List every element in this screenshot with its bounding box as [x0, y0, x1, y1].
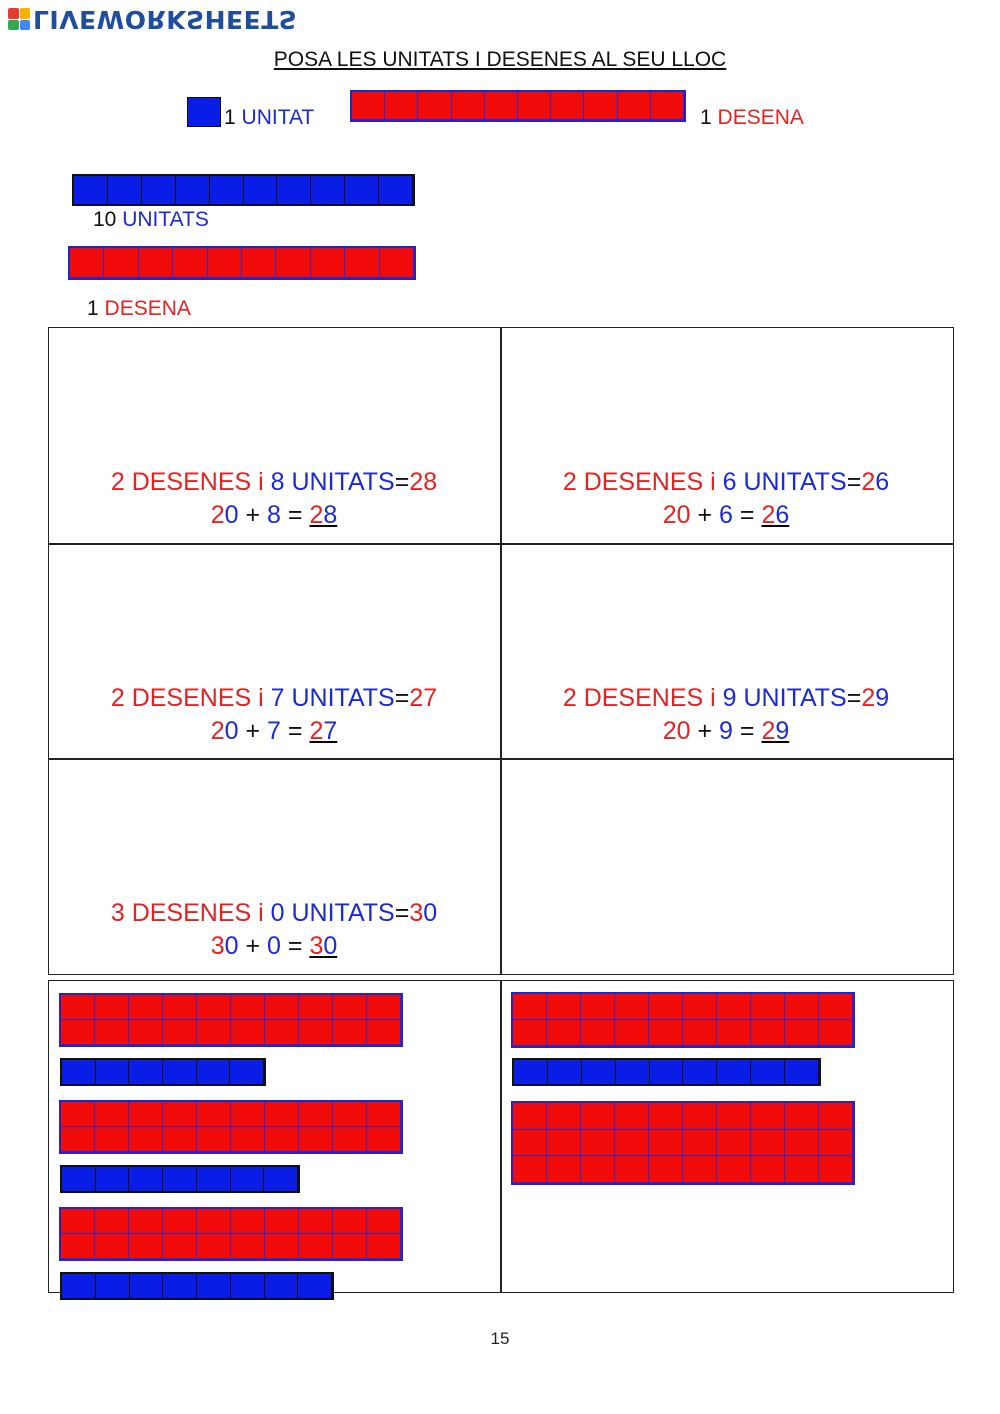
block-cell [683, 1060, 717, 1084]
block-cell [104, 248, 138, 278]
block-cell [785, 1103, 819, 1130]
block-cell [163, 1060, 197, 1084]
block-cell [547, 994, 581, 1020]
block-cell [163, 1167, 197, 1191]
block-cell [62, 1274, 96, 1298]
block-cell [108, 176, 142, 204]
logo-blocks-icon [8, 8, 30, 30]
tens-group [59, 1100, 403, 1154]
legend-ten-label: 1 DESENA [700, 106, 804, 129]
decomposition-text: 2 DESENES i 7 UNITATS=27 [110, 684, 438, 712]
logo-text: LIVEWORKSHEETS [33, 4, 298, 34]
answers-table [48, 327, 954, 975]
block-cell [367, 1127, 401, 1152]
block-cell [683, 1156, 717, 1183]
units-group [512, 1058, 821, 1086]
block-cell [649, 1020, 683, 1046]
answer-cell [49, 328, 499, 542]
block-cell [683, 1130, 717, 1157]
block-cell [548, 1060, 582, 1084]
block-cell [299, 995, 333, 1020]
block-cell [96, 1060, 130, 1084]
block-cell [649, 1130, 683, 1157]
block-cell [717, 1060, 751, 1084]
block-cell [311, 248, 345, 278]
block-cell [231, 1127, 265, 1152]
block-cell [547, 1130, 581, 1157]
block-cell [210, 176, 244, 204]
block-cell [367, 1209, 401, 1234]
block-cell [649, 1156, 683, 1183]
block-cell [197, 995, 231, 1020]
tens-group [59, 993, 403, 1047]
addition-text: 20 + 6 = 26 [662, 501, 790, 529]
block-cell [265, 1020, 299, 1045]
block-cell [265, 1234, 299, 1259]
block-cell [485, 92, 518, 120]
tens-group [59, 1207, 403, 1261]
units-group [60, 1272, 334, 1300]
block-cell [333, 995, 367, 1020]
page-number: 15 [490, 1329, 510, 1348]
block-cell [819, 1103, 853, 1130]
block-cell [751, 994, 785, 1020]
legend-unit-label: 1 UNITAT [224, 106, 315, 129]
block-cell [265, 1209, 299, 1234]
block-cell [649, 994, 683, 1020]
block-cell [163, 1209, 197, 1234]
block-cell [197, 1127, 231, 1152]
ten-rod-icon [350, 90, 686, 122]
block-cell [785, 1020, 819, 1046]
block-cell [616, 1060, 650, 1084]
block-cell [197, 1234, 231, 1259]
block-cell [333, 1209, 367, 1234]
block-cell [518, 92, 551, 120]
block-cell [650, 1060, 684, 1084]
block-cell [581, 1103, 615, 1130]
block-cell [96, 1167, 130, 1191]
block-cell [231, 1020, 265, 1045]
block-cell [683, 1020, 717, 1046]
units-group [60, 1165, 300, 1193]
block-cell [129, 1209, 163, 1234]
block-cell [299, 1020, 333, 1045]
block-cell [96, 1274, 130, 1298]
block-cell [129, 1234, 163, 1259]
block-cell [163, 995, 197, 1020]
block-cell [581, 1020, 615, 1046]
block-cell [231, 1102, 265, 1127]
block-cell [615, 1130, 649, 1157]
block-cell [299, 1127, 333, 1152]
block-cell [615, 994, 649, 1020]
block-cell [163, 1020, 197, 1045]
block-cell [785, 1060, 819, 1084]
page-title: POSA LES UNITATS I DESENES AL SEU LLOC [273, 48, 727, 71]
block-cell [367, 995, 401, 1020]
addition-text: 20 + 7 = 27 [210, 717, 338, 745]
block-cell [61, 1127, 95, 1152]
block-cell [62, 1167, 96, 1191]
block-cell [333, 1102, 367, 1127]
answer-cell [501, 328, 951, 542]
block-cell [379, 176, 413, 204]
block-cell [547, 1020, 581, 1046]
block-cell [163, 1127, 197, 1152]
block-cell [197, 1060, 231, 1084]
answer-cell [501, 544, 951, 758]
block-cell [819, 1020, 853, 1046]
one-ten-rod [68, 246, 416, 280]
block-cell [615, 1020, 649, 1046]
block-cell [751, 1060, 785, 1084]
block-cell [231, 995, 265, 1020]
block-cell [547, 1156, 581, 1183]
block-cell [95, 1020, 129, 1045]
block-cell [231, 1274, 265, 1298]
block-cell [311, 176, 345, 204]
decomposition-text: 2 DESENES i 6 UNITATS=26 [562, 468, 890, 496]
block-cell [299, 1234, 333, 1259]
block-cell [618, 92, 651, 120]
block-cell [265, 995, 299, 1020]
block-cell [513, 1103, 547, 1130]
block-cell [547, 1103, 581, 1130]
block-cell [61, 1102, 95, 1127]
block-cell [819, 994, 853, 1020]
block-cell [61, 995, 95, 1020]
block-cell [163, 1102, 197, 1127]
block-cell [208, 248, 242, 278]
decomposition-text: 2 DESENES i 9 UNITATS=29 [562, 684, 890, 712]
block-cell [95, 1102, 129, 1127]
block-cell [717, 994, 751, 1020]
block-cell [751, 1103, 785, 1130]
block-cell [367, 1234, 401, 1259]
units-group [60, 1058, 266, 1086]
block-cell [265, 1127, 299, 1152]
block-cell [129, 995, 163, 1020]
ten-units-rod [72, 174, 415, 206]
block-cell [333, 1020, 367, 1045]
block-cell [139, 248, 173, 278]
block-cell [751, 1020, 785, 1046]
one-ten-label: 1 DESENA [87, 297, 191, 320]
answer-cell [49, 759, 499, 973]
block-cell [231, 1209, 265, 1234]
block-cell [129, 1127, 163, 1152]
block-cell [819, 1130, 853, 1157]
block-cell [173, 248, 207, 278]
block-cell [513, 994, 547, 1020]
block-cell [385, 92, 418, 120]
block-cell [581, 994, 615, 1020]
block-cell [74, 176, 108, 204]
block-cell [197, 1020, 231, 1045]
decomposition-text: 3 DESENES i 0 UNITATS=30 [110, 899, 438, 927]
block-cell [751, 1130, 785, 1157]
block-cell [345, 176, 379, 204]
liveworksheets-logo [8, 4, 297, 34]
block-cell [298, 1274, 332, 1298]
unit-cube-icon [187, 97, 221, 127]
block-cell [352, 92, 385, 120]
block-cell [299, 1209, 333, 1234]
block-cell [197, 1102, 231, 1127]
block-cell [717, 1103, 751, 1130]
block-cell [649, 1103, 683, 1130]
answer-cell [49, 544, 499, 758]
block-cell [751, 1156, 785, 1183]
block-cell [95, 1234, 129, 1259]
block-cell [61, 1020, 95, 1045]
block-cell [513, 1156, 547, 1183]
block-cell [785, 1156, 819, 1183]
block-cell [333, 1234, 367, 1259]
block-cell [62, 1060, 96, 1084]
block-cell [582, 1060, 616, 1084]
block-cell [418, 92, 451, 120]
block-cell [551, 92, 584, 120]
block-cell [367, 1020, 401, 1045]
block-cell [345, 248, 379, 278]
block-cell [197, 1274, 231, 1298]
block-cell [717, 1020, 751, 1046]
block-cell [683, 994, 717, 1020]
block-cell [264, 1167, 298, 1191]
block-cell [163, 1274, 197, 1298]
block-cell [615, 1103, 649, 1130]
block-cell [231, 1167, 265, 1191]
tens-group [511, 992, 855, 1048]
block-cell [163, 1234, 197, 1259]
block-cell [244, 176, 278, 204]
block-cell [130, 1274, 164, 1298]
block-cell [683, 1103, 717, 1130]
block-cell [333, 1127, 367, 1152]
block-cell [61, 1234, 95, 1259]
block-cell [785, 994, 819, 1020]
block-cell [581, 1130, 615, 1157]
block-cell [129, 1020, 163, 1045]
block-cell [129, 1060, 163, 1084]
block-cell [61, 1209, 95, 1234]
block-cell [230, 1060, 264, 1084]
decomposition-text: 2 DESENES i 8 UNITATS=28 [110, 468, 438, 496]
addition-text: 20 + 9 = 29 [662, 717, 790, 745]
block-cell [70, 248, 104, 278]
addition-text: 20 + 8 = 28 [210, 501, 338, 529]
block-cell [95, 1127, 129, 1152]
block-cell [276, 248, 310, 278]
block-cell [176, 176, 210, 204]
block-cell [299, 1102, 333, 1127]
block-cell [277, 176, 311, 204]
block-cell [129, 1102, 163, 1127]
block-cell [142, 176, 176, 204]
block-cell [242, 248, 276, 278]
block-cell [197, 1167, 231, 1191]
block-cell [581, 1156, 615, 1183]
block-cell [615, 1156, 649, 1183]
block-cell [265, 1274, 299, 1298]
addition-text: 30 + 0 = 30 [210, 932, 338, 960]
tens-group [511, 1101, 855, 1185]
block-cell [265, 1102, 299, 1127]
block-cell [514, 1060, 548, 1084]
block-cell [95, 1209, 129, 1234]
block-cell [231, 1234, 265, 1259]
block-cell [513, 1130, 547, 1157]
block-cell [785, 1130, 819, 1157]
block-cell [513, 1020, 547, 1046]
block-cell [197, 1209, 231, 1234]
block-cell [95, 995, 129, 1020]
block-cell [452, 92, 485, 120]
block-cell [367, 1102, 401, 1127]
block-cell [584, 92, 617, 120]
block-cell [129, 1167, 163, 1191]
block-cell [819, 1156, 853, 1183]
block-cell [717, 1156, 751, 1183]
ten-units-label: 10 UNITATS [93, 208, 209, 231]
block-cell [380, 248, 414, 278]
block-cell [717, 1130, 751, 1157]
block-cell [651, 92, 684, 120]
